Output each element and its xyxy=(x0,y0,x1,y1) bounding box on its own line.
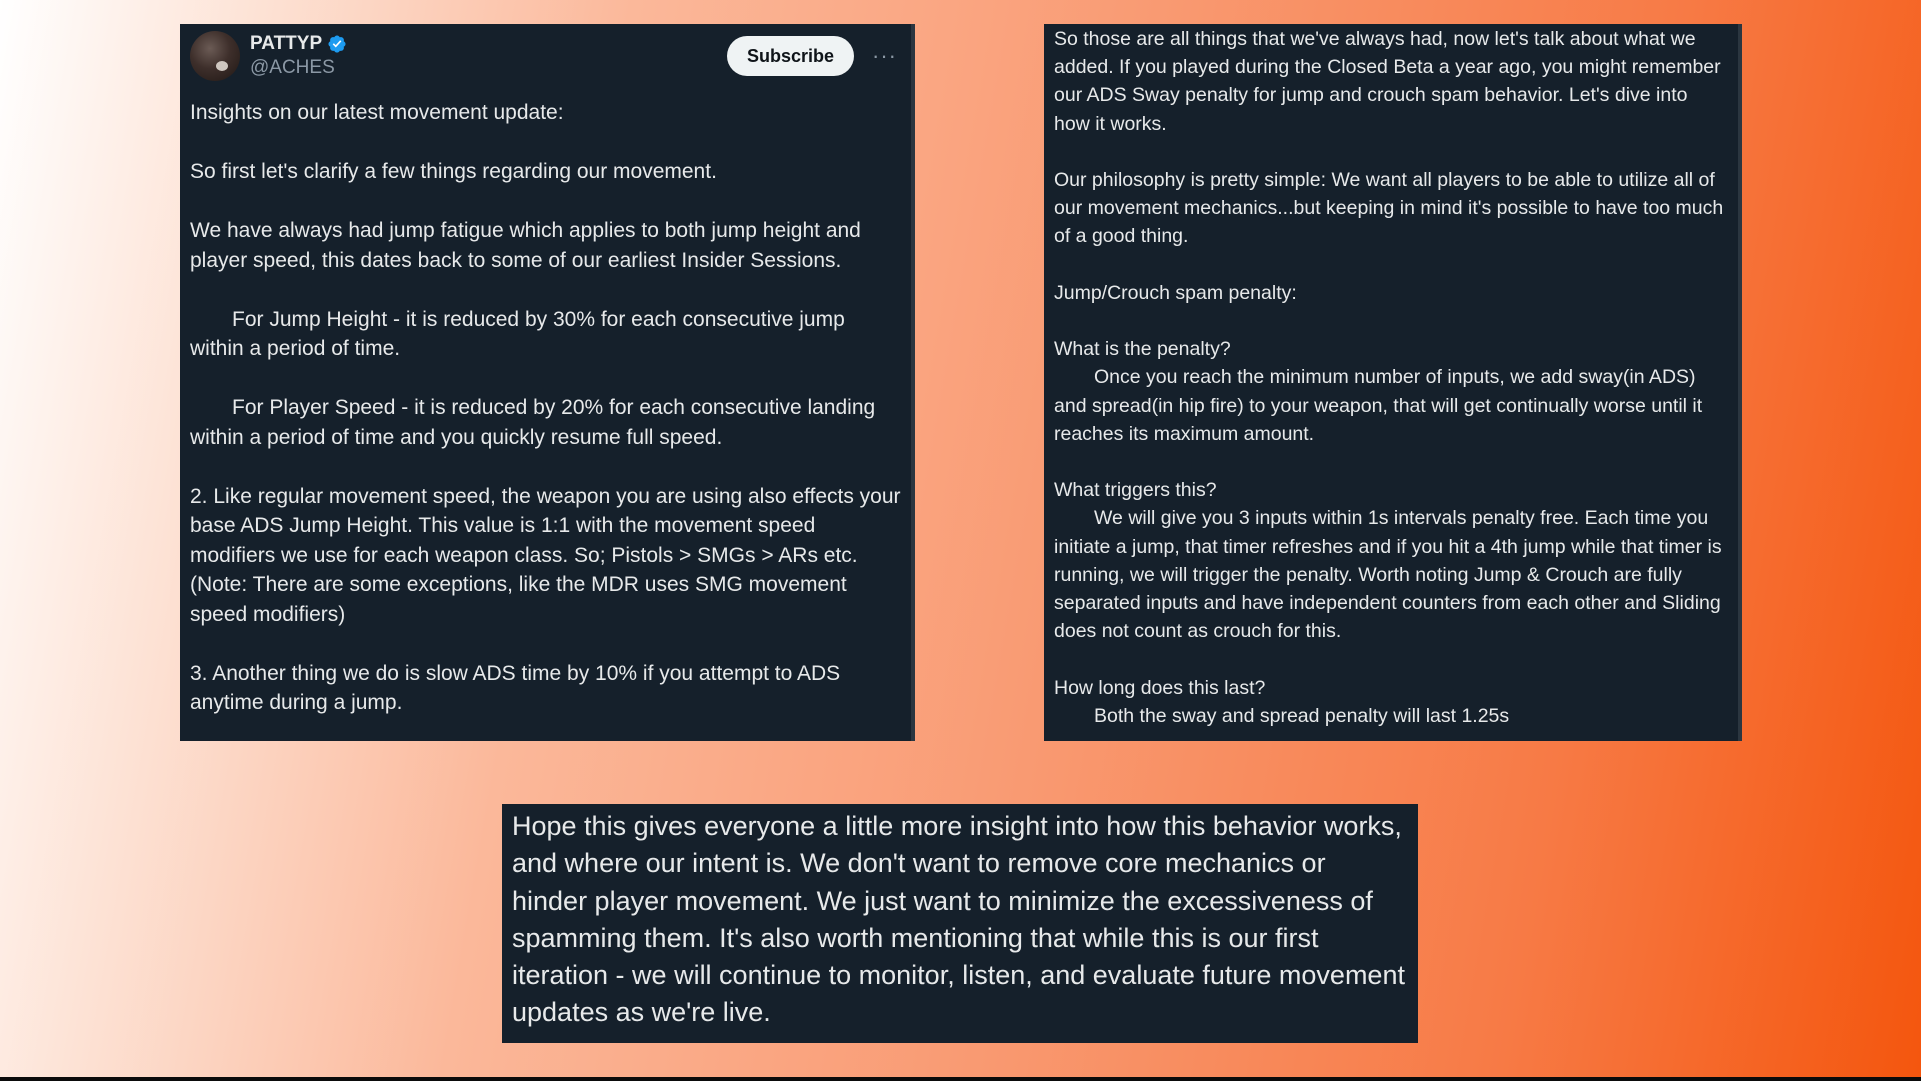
tweet-body xyxy=(1054,24,1728,730)
tweet-header xyxy=(190,24,901,84)
tweet-paragraph: Our philosophy is pretty simple: We want all players to be able to utilize all of our movement mechanics...but keeping in mind it's possible to have too much of a good thing. xyxy=(1054,169,1724,248)
author-display-name[interactable]: PATTYP xyxy=(250,33,323,54)
section-heading: What is the penalty? xyxy=(1054,338,1231,361)
tweet-card-left xyxy=(180,24,915,741)
tweet-paragraph xyxy=(1054,363,1728,448)
section-heading: What triggers this? xyxy=(1054,479,1217,502)
tweet-paragraph: 3. Another thing we do is slow ADS time by 10% if you attempt to ADS anytime during a jump. xyxy=(190,661,841,714)
avatar[interactable] xyxy=(190,31,240,81)
tweet-paragraph: Insights on our latest movement update: xyxy=(190,101,564,124)
tweet-card-bottom xyxy=(502,804,1418,1043)
verified-badge-icon xyxy=(327,34,347,54)
indented-text: For Player Speed - it is reduced by 20% for each consecutive landing within a period of time and you quickly resume full speed. xyxy=(190,396,876,449)
tweet-paragraph xyxy=(1054,702,1728,730)
subscribe-button[interactable]: Subscribe xyxy=(727,36,854,76)
tweet-paragraph xyxy=(1054,504,1728,645)
section-heading: How long does this last? xyxy=(1054,676,1266,699)
tweet-paragraph xyxy=(190,305,901,364)
author-name-row xyxy=(250,32,347,56)
more-dots-icon[interactable]: ··· xyxy=(872,43,897,68)
indented-text: We will give you 3 inputs within 1s intervals penalty free. Each time you initiate a jump, that timer refreshes and if you hit a 4th jump while that timer is running, we will trigger the penalty. Worth noting Jump & Crouch are fully separated inputs and have independent counters from each other and Sliding does not count as crouch for this. xyxy=(1054,507,1722,643)
bottom-edge-strip xyxy=(0,1077,1921,1081)
tweet-body xyxy=(190,98,901,718)
tweet-paragraph xyxy=(190,393,901,452)
tweet-paragraph: Hope this gives everyone a little more insight into how this behavior works, and where our intent is. We don't want to remove core mechanics or hinder player movement. We just want to minimize the excessiveness of spamming them. It's also worth mentioning that while this is our first iteration - we will continue to monitor, listen, and evaluate future movement updates as we're live. xyxy=(512,811,1405,1028)
indented-text: Once you reach the minimum number of inputs, we add sway(in ADS) and spread(in hip fire) to your weapon, that will get continually worse until it reaches its maximum amount. xyxy=(1054,366,1703,445)
tweet-card-right xyxy=(1044,24,1742,741)
tweet-paragraph: We have always had jump fatigue which applies to both jump height and player speed, this dates back to some of our earliest Insider Sessions. xyxy=(190,219,861,272)
indented-text: For Jump Height - it is reduced by 30% for each consecutive jump within a period of time. xyxy=(190,307,845,360)
tweet-paragraph: So those are all things that we've always had, now let's talk about what we added. If you played during the Closed Beta a year ago, you might remember our ADS Sway penalty for jump and crouch spam behavior. Let's dive into how it works. xyxy=(1054,28,1721,135)
author-block xyxy=(250,32,347,80)
tweet-paragraph: So first let's clarify a few things regarding our movement. xyxy=(190,160,717,183)
tweet-paragraph: Jump/Crouch spam penalty: xyxy=(1054,281,1297,304)
tweet-paragraph: 2. Like regular movement speed, the weapon you are using also effects your base ADS Jump Height. This value is 1:1 with the movement speed modifiers we use for each weapon class. So; Pistols > SMGs > ARs etc. (Note: There are some exceptions, like the MDR uses SMG movement speed modifiers) xyxy=(190,484,901,626)
author-handle[interactable]: @ACHES xyxy=(250,57,335,78)
indented-text: Both the sway and spread penalty will last 1.25s xyxy=(1094,704,1510,727)
